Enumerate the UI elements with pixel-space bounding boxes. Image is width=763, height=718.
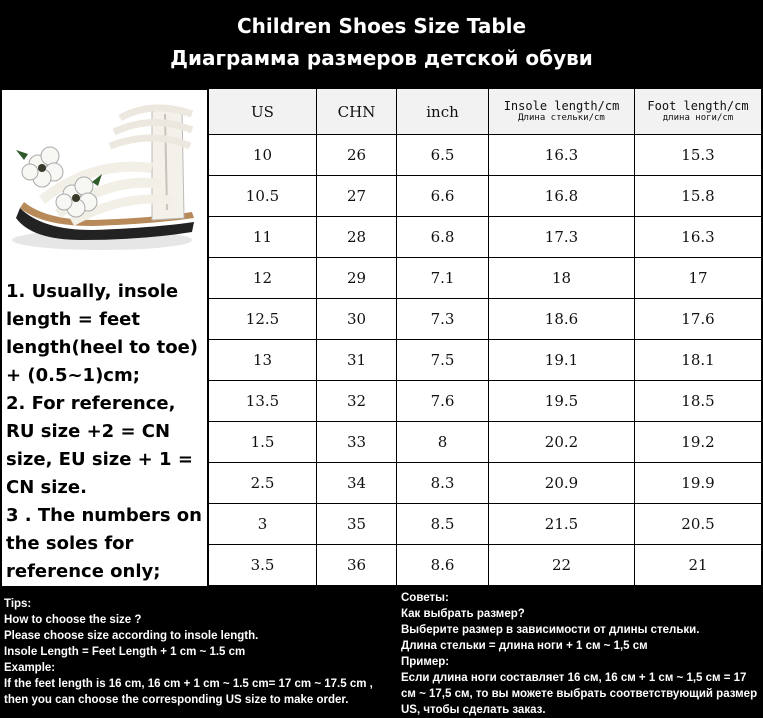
table-cell: 12.5 (209, 299, 317, 340)
note-3: 3 . The numbers on the soles for reference only; (6, 505, 202, 582)
table-cell: 17.3 (489, 217, 635, 258)
table-cell: 29 (317, 258, 397, 299)
notes-list (6, 278, 206, 586)
header-insole-en: Insole length/cm (503, 99, 620, 113)
tips-en-line: Insole Length = Feet Length + 1 cm ~ 1.5 cm (4, 646, 246, 658)
table-cell: 1.5 (209, 422, 317, 463)
header-inch: inch (397, 89, 489, 135)
table-row (209, 422, 762, 463)
tips-en-line: Please choose size according to insole length. (4, 630, 259, 642)
table-cell: 18.5 (635, 381, 762, 422)
tips-ru-line: Выберите размер в зависимости от длины стельки. (401, 624, 700, 636)
table-cell: 36 (317, 545, 397, 586)
table-cell: 21.5 (489, 504, 635, 545)
table-cell: 20.2 (489, 422, 635, 463)
table-row (209, 504, 762, 545)
table-cell: 26 (317, 135, 397, 176)
table-row (209, 176, 762, 217)
table-cell: 17.6 (635, 299, 762, 340)
page-header (0, 0, 763, 88)
size-table (208, 88, 762, 586)
table-cell: 7.3 (397, 299, 489, 340)
table-cell: 16.3 (635, 217, 762, 258)
header-foot (635, 89, 762, 135)
tips-english (4, 596, 396, 708)
tips-russian (401, 590, 761, 718)
table-cell: 16.8 (489, 176, 635, 217)
tips-en-line: Tips: (4, 598, 32, 610)
header-chn: CHN (317, 89, 397, 135)
tips-ru-line: Пример: (401, 656, 450, 668)
table-cell: 19.1 (489, 340, 635, 381)
table-row (209, 463, 762, 504)
table-cell: 28 (317, 217, 397, 258)
table-cell: 30 (317, 299, 397, 340)
table-cell: 20.9 (489, 463, 635, 504)
tips-en-line: Example: (4, 662, 56, 674)
table-cell: 35 (317, 504, 397, 545)
table-cell: 22 (489, 545, 635, 586)
header-insole-ru: Длина стельки/cm (518, 113, 605, 123)
table-cell: 8.6 (397, 545, 489, 586)
tips-panel (0, 590, 763, 717)
table-cell: 13 (209, 340, 317, 381)
table-row (209, 381, 762, 422)
table-cell: 13.5 (209, 381, 317, 422)
table-cell: 15.8 (635, 176, 762, 217)
tips-ru-line: Если длина ноги составляет 16 см, 16 см + 1 см ~ 1,5 см = 17 см ~ 17,5 см, то вы можете выбрать соответствующий размер US, чтобы сделать заказ. (401, 672, 758, 716)
table-cell: 10 (209, 135, 317, 176)
table-cell: 3.5 (209, 545, 317, 586)
title-english: Children Shoes Size Table (236, 14, 527, 38)
table-cell: 3 (209, 504, 317, 545)
sandal-image (2, 90, 207, 262)
tips-en-line: How to choose the size ? (4, 614, 142, 626)
table-row (209, 135, 762, 176)
table-cell: 21 (635, 545, 762, 586)
table-header-row (209, 89, 762, 135)
tips-en-line: If the feet length is 16 cm, 16 cm + 1 cm ~ 1.5 cm= 17 cm ~ 17.5 cm , then you can choose the corresponding US size to make order. (4, 678, 373, 706)
header-foot-en: Foot length/cm (647, 99, 749, 113)
table-cell: 27 (317, 176, 397, 217)
table-cell: 20.5 (635, 504, 762, 545)
table-row (209, 217, 762, 258)
header-foot-ru: длина ноги/cm (662, 113, 734, 123)
note-1: 1. Usually, insole length = feet length(heel to toe) + (0.5~1)cm; (6, 281, 199, 386)
table-cell: 7.5 (397, 340, 489, 381)
table-cell: 7.1 (397, 258, 489, 299)
table-cell: 34 (317, 463, 397, 504)
table-cell: 6.6 (397, 176, 489, 217)
table-cell: 7.6 (397, 381, 489, 422)
table-cell: 32 (317, 381, 397, 422)
header-insole (489, 89, 635, 135)
table-cell: 6.5 (397, 135, 489, 176)
table-cell: 10.5 (209, 176, 317, 217)
header-us: US (209, 89, 317, 135)
table-cell: 19.2 (635, 422, 762, 463)
table-row (209, 340, 762, 381)
tips-ru-line: Как выбрать размер? (401, 608, 525, 620)
table-cell: 16.3 (489, 135, 635, 176)
tips-ru-line: Длина стельки = длина ноги + 1 см ~ 1,5 см (401, 640, 648, 652)
table-cell: 2.5 (209, 463, 317, 504)
table-cell: 8.5 (397, 504, 489, 545)
table-row (209, 545, 762, 586)
table-cell: 8.3 (397, 463, 489, 504)
table-cell: 31 (317, 340, 397, 381)
table-cell: 33 (317, 422, 397, 463)
table-cell: 19.5 (489, 381, 635, 422)
tips-ru-line: Советы: (401, 592, 449, 604)
table-cell: 8 (397, 422, 489, 463)
table-cell: 6.8 (397, 217, 489, 258)
table-row (209, 299, 762, 340)
table-row (209, 258, 762, 299)
table-cell: 15.3 (635, 135, 762, 176)
table-cell: 18.6 (489, 299, 635, 340)
title-russian: Диаграмма размеров детской обуви (170, 46, 593, 70)
table-cell: 18 (489, 258, 635, 299)
table-cell: 11 (209, 217, 317, 258)
table-cell: 18.1 (635, 340, 762, 381)
note-2: 2. For reference, RU size +2 = CN size, EU size + 1 = CN size. (6, 393, 193, 498)
table-cell: 12 (209, 258, 317, 299)
table-cell: 17 (635, 258, 762, 299)
table-cell: 19.9 (635, 463, 762, 504)
left-panel (2, 90, 207, 586)
